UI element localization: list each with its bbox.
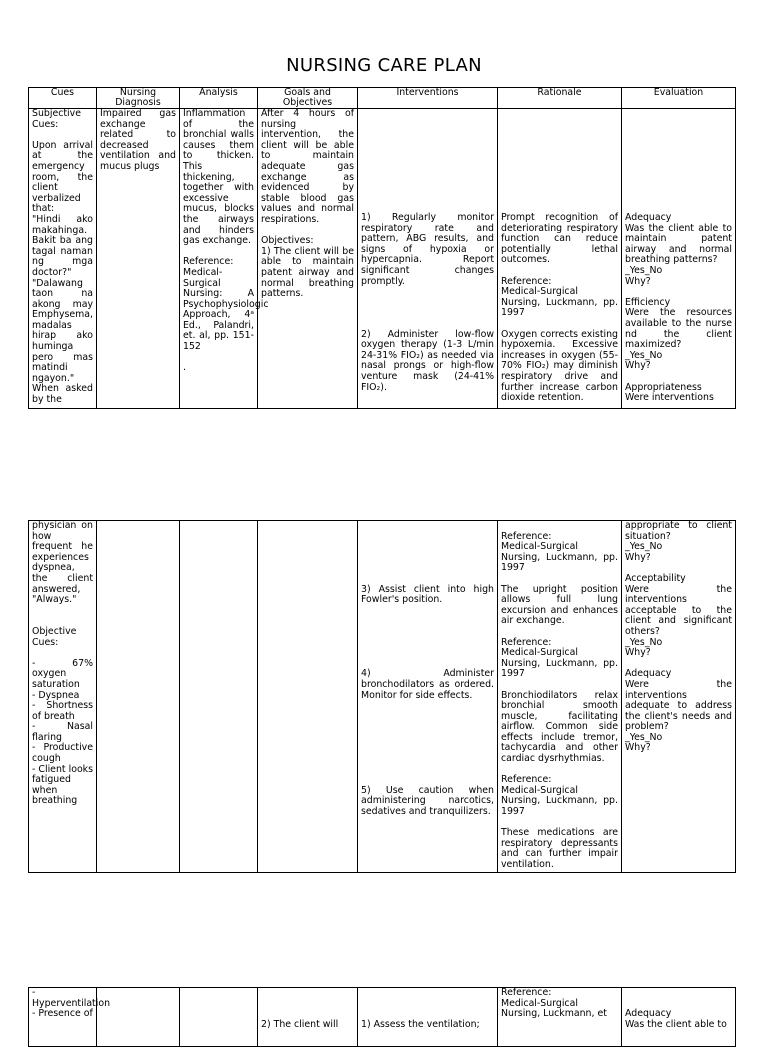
cell-interventions: 1) Assess the ventilation;: [358, 988, 498, 1047]
care-plan-table-page-2: [28, 520, 736, 873]
cell-rationale: Prompt recognition of deteriorating respiratory function can reduce potentially lethal outcomes. Reference: Medical-Surgical Nursing, Luckmann, pp. 1997 Oxygen corrects existing hypoxemia. Excessive increases in oxygen (55-70% FIO₂) may diminish respiratory drive and further increase carbon dioxide retention.: [498, 109, 622, 409]
cell-evaluation: Adequacy Was the client able to: [622, 988, 736, 1047]
cell-cues: physician on how frequent he experiences dyspnea, the client answered, "Always." Objective Cues: - 67% oxygen saturation - Dyspnea - Shortness of breath - Nasal flaring - Productive cough - Client looks fatigued when breathing: [29, 521, 97, 873]
cell-goals: [258, 521, 358, 873]
cell-evaluation: appropriate to client situation? _Yes_No Why? Acceptability Were the interventions acceptable to the client and significant others? _Yes_No Why? Adequacy Were the interventions adequate to address the client's needs and problem? _Yes_No Why?: [622, 521, 736, 873]
care-plan-table-page-3: [28, 987, 736, 1047]
table-row: [29, 988, 736, 1047]
cell-cues: - Hyperventilation - Presence of: [29, 988, 97, 1047]
cell-interventions: 3) Assist client into high Fowler's position. 4) Administer bronchodilators as ordered. Monitor for side effects. 5) Use caution when administering narcotics, sedatives and tranquilizers.: [358, 521, 498, 873]
cell-goals: 2) The client will: [258, 988, 358, 1047]
table-row: [29, 109, 736, 409]
cell-diagnosis: [97, 988, 180, 1047]
header-rationale: Rationale: [498, 88, 622, 109]
cell-diagnosis: [97, 521, 180, 873]
cell-rationale: Reference: Medical-Surgical Nursing, Luckmann, et: [498, 988, 622, 1047]
cell-cues: Subjective Cues: Upon arrival at the emergency room, the client verbalized that: "Hindi ako makahinga. Bakit ba ang tagal naman ng mga doctor?" "Dalawang taon na akong may Emphysema, madalas hirap ako huminga pero mas matindi ngayon." When asked by the: [29, 109, 97, 409]
header-cues: Cues: [29, 88, 97, 109]
table-header-row: [29, 88, 736, 109]
cell-interventions: 1) Regularly monitor respiratory rate and pattern, ABG results, and signs of hypoxia or hypercapnia. Report significant changes promptly. 2) Administer low-flow oxygen therapy (1-3 L/min 24-31% FIO₂) as needed via nasal prongs or high-flow venture mask (24-41% FIO₂).: [358, 109, 498, 409]
care-plan-table-page-1: [28, 87, 736, 409]
header-evaluation: Evaluation: [622, 88, 736, 109]
cell-diagnosis: Impaired gas exchange related to decreased ventilation and mucus plugs: [97, 109, 180, 409]
header-analysis: Analysis: [180, 88, 258, 109]
header-goals-objectives: Goals and Objectives: [258, 88, 358, 109]
header-interventions: Interventions: [358, 88, 498, 109]
table-row: [29, 521, 736, 873]
cell-evaluation: Adequacy Was the client able to maintain patent airway and normal breathing patterns? _Yes_No Why? Efficiency Were the resources available to the nurse nd the client maximized? _Yes_No Why? Appropriateness Were interventions: [622, 109, 736, 409]
cell-analysis: [180, 521, 258, 873]
page-title: NURSING CARE PLAN: [286, 55, 482, 76]
cell-analysis: [180, 988, 258, 1047]
cell-goals: After 4 hours of nursing intervention, the client will be able to maintain adequate gas exchange as evidenced by stable blood gas values and normal respirations. Objectives: 1) The client will be able to maintain patent airway and normal breathing patterns.: [258, 109, 358, 409]
header-nursing-diagnosis: Nursing Diagnosis: [97, 88, 180, 109]
cell-rationale: Reference: Medical-Surgical Nursing, Luckmann, pp. 1997 The upright position allows full lung excursion and enhances air exchange. Reference: Medical-Surgical Nursing, Luckmann, pp. 1997 Bronchiodilators relax bronchial smooth muscle, facilitating airflow. Common side effects include tremor, tachycardia and other cardiac dysrhythmias. Reference: Medical-Surgical Nursing, Luckmann, pp. 1997 These medications are respiratory depressants and can further impair ventilation.: [498, 521, 622, 873]
cell-analysis: Inflammation of the bronchial walls causes them to thicken. This thickening, together with excessive mucus, blocks the airways and hinders gas exchange. Reference: Medical-Surgical Nursing: A Psychophysiologic Approach, 4ᵃ Ed., Palandri, et. al, pp. 151-152 .: [180, 109, 258, 409]
